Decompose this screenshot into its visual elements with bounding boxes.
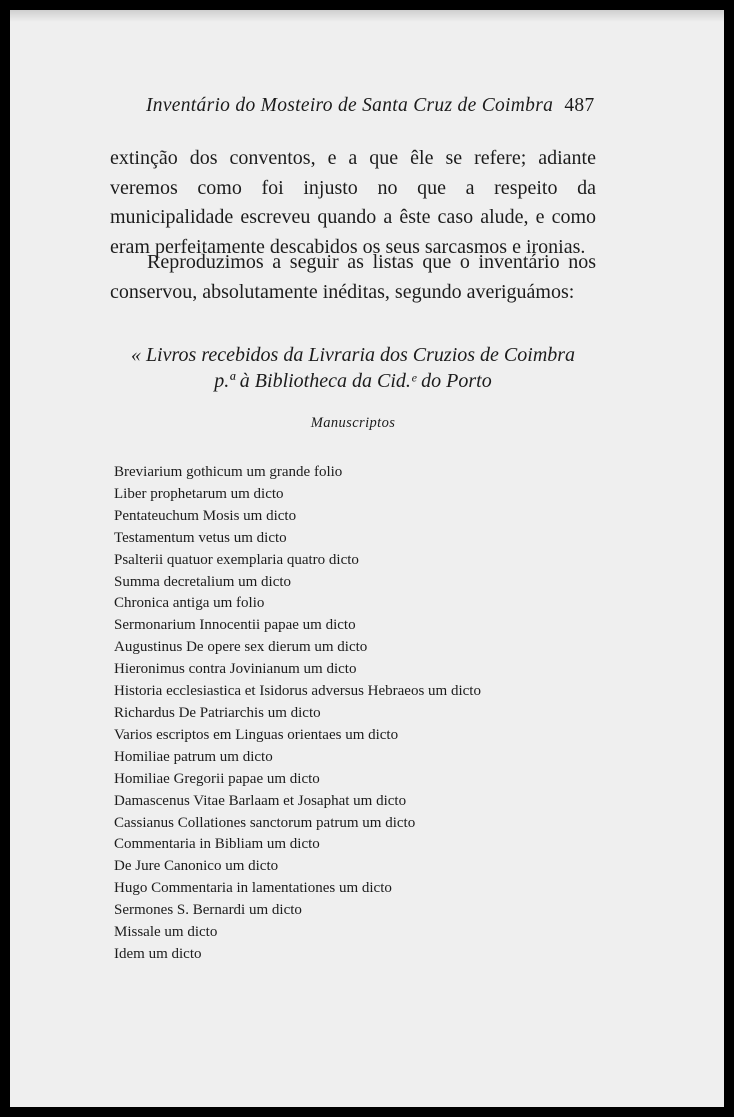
list-item: Cassianus Collationes sanctorum patrum um dicto [114,814,416,831]
list-item: Homiliae patrum um dicto [114,748,273,765]
list-item: Sermones S. Bernardi um dicto [114,902,302,919]
list-item: Chronica antiga um folio [114,595,265,612]
list-item: Historia ecclesiastica et Isidorus adversus Hebraeos um dicto [114,683,481,700]
list-item: Augustinus De opere sex dierum um dicto [114,639,368,656]
manuscript-list [114,462,481,966]
list-title-line-2: p.ª à Bibliotheca da Cid.ᵉ do Porto [214,370,492,392]
running-head-title: Inventário do Mosteiro de Santa Cruz de Coimbra [146,95,554,116]
page-number: 487 [564,95,595,116]
list-item: Hieronimus contra Jovinianum um dicto [114,661,357,678]
book-page [10,10,724,1107]
list-item: Psalterii quatuor exemplaria quatro dicto [114,551,359,568]
paragraph-1: extinção dos conventos, e a que êle se refere; adiante veremos como foi injusto no que a respeito da municipalidade escreveu quando a êste caso alude, e como eram perfeitamente descabidos os seus sarcasmos e ironias. [110,147,596,258]
list-item: Idem um dicto [114,945,202,962]
paragraph-2: Reproduzimos a seguir as listas que o inventário nos conservou, absolutamente inéditas, segundo averiguámos: [110,251,596,303]
running-head [146,95,596,117]
list-item: Commentaria in Bibliam um dicto [114,836,320,853]
list-item: Sermonarium Innocentii papae um dicto [114,617,356,634]
list-item: Liber prophetarum um dicto [114,485,284,502]
list-item: Missale um dicto [114,924,218,941]
list-title-line-1: « Livros recebidos da Livraria dos Cruzios de Coimbra [130,344,576,366]
list-item: Varios escriptos em Linguas orientaes um dicto [114,726,399,743]
list-item: Pentateuchum Mosis um dicto [114,507,297,524]
list-item: Summa decretalium um dicto [114,573,292,590]
list-item: Damascenus Vitae Barlaam et Josaphat um dicto [114,792,407,809]
list-item: De Jure Canonico um dicto [114,858,279,875]
list-item: Homiliae Gregorii papae um dicto [114,770,320,787]
list-item: Testamentum vetus um dicto [114,529,287,546]
list-item: Hugo Commentaria in lamentationes um dicto [114,880,392,897]
list-subtitle: Manuscriptos [310,415,396,431]
list-item: Richardus De Patriarchis um dicto [114,704,321,721]
list-item: Breviarium gothicum um grande folio [114,464,343,480]
